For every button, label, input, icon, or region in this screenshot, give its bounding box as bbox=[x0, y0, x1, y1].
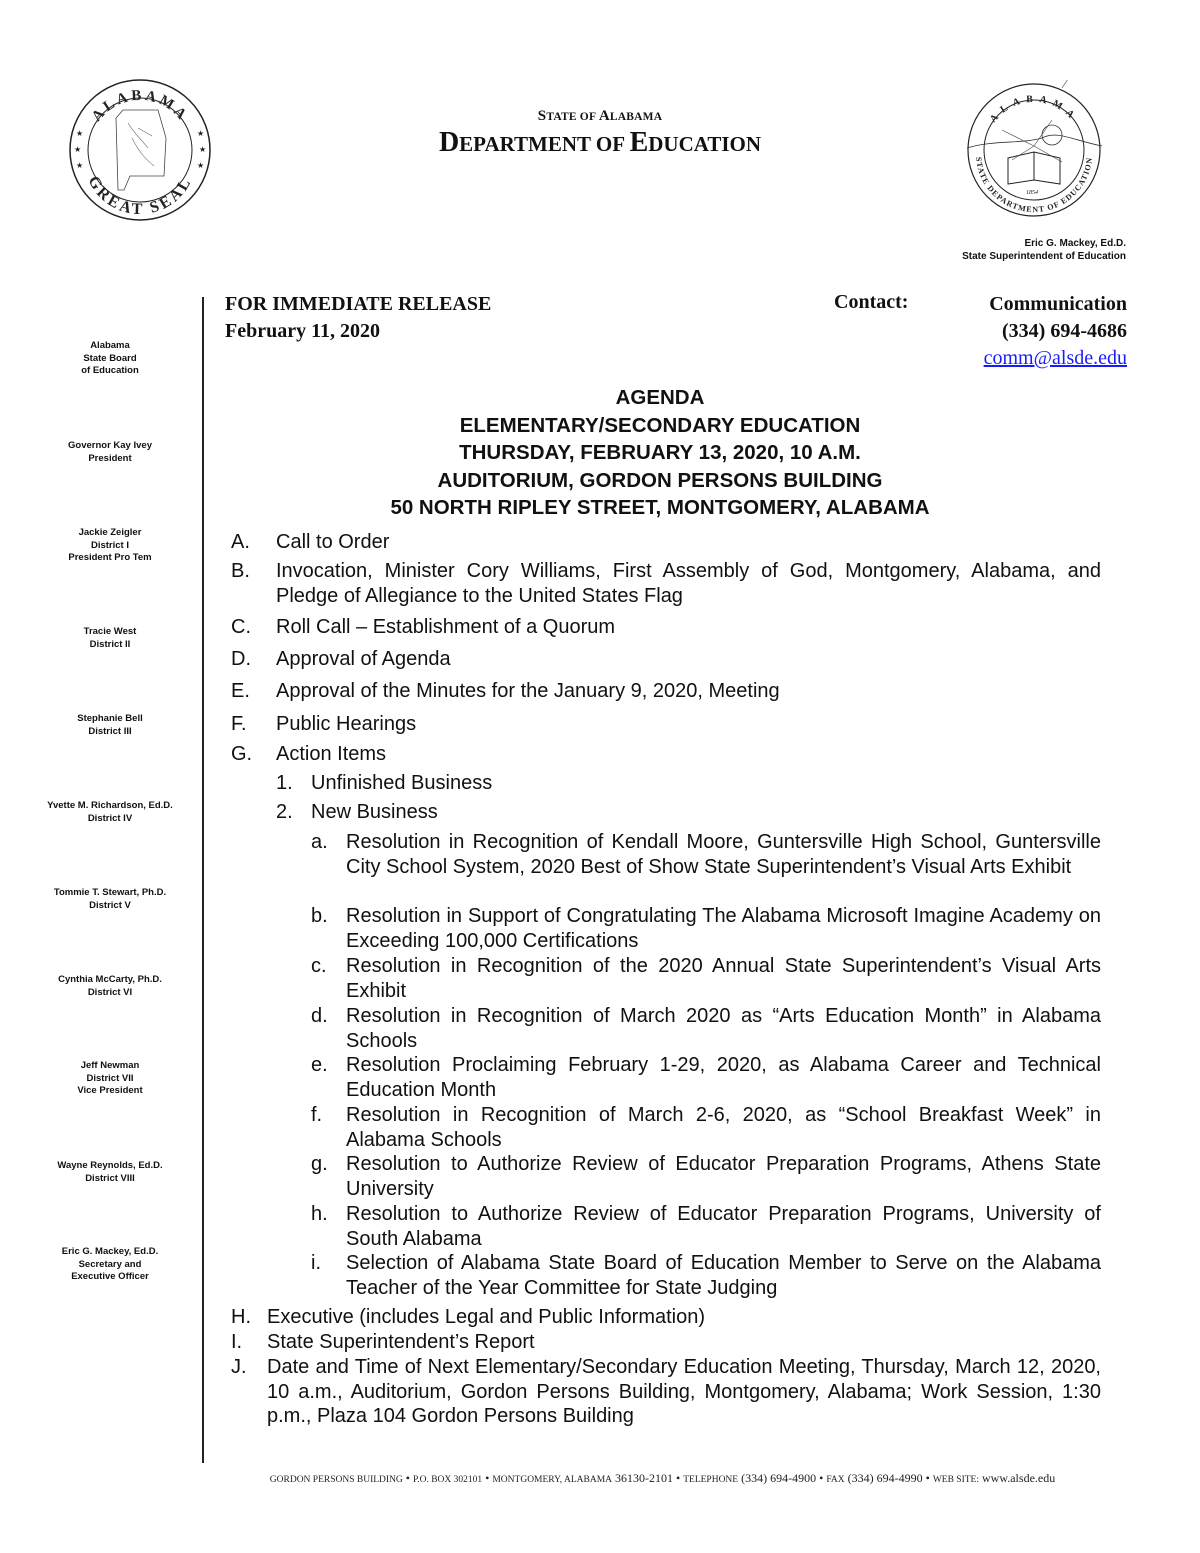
sidebar-board-title: Alabama State Board of Education bbox=[81, 340, 139, 376]
svg-text:★: ★ bbox=[74, 145, 82, 154]
agenda-item: J. Date and Time of Next Elementary/Secondary Education Meeting, Thursday, March 12, 2020, 10 a.m., Auditorium, Gordon Persons Building, Montgomery, Alabama; Work Session, 1:30 p.m., Plaza 104 Gordon Persons Building bbox=[231, 1356, 1101, 1427]
release-label: FOR IMMEDIATE RELEASE bbox=[225, 293, 492, 315]
footer-website-link[interactable]: www.alsde.edu bbox=[982, 1471, 1056, 1485]
new-business-item: i. Selection of Alabama State Board of Education Member to Serve on the Alabama Teacher of the Year Committee for State Judging bbox=[311, 1252, 1101, 1299]
contact-label: Contact: bbox=[834, 291, 909, 313]
contact-name: Communication bbox=[989, 293, 1127, 315]
agenda-item: E. Approval of the Minutes for the January 9, 2020, Meeting bbox=[231, 680, 780, 702]
superintendent-block bbox=[962, 237, 1126, 263]
footer-po-box: P.O. BOX 302101 bbox=[413, 1475, 483, 1485]
letterhead-title bbox=[330, 108, 870, 159]
release-date: February 11, 2020 bbox=[225, 320, 380, 342]
agenda-item: F. Public Hearings bbox=[231, 713, 417, 735]
action-item: 2. New Business bbox=[276, 801, 438, 823]
contact-email-link[interactable]: comm@alsde.edu bbox=[983, 347, 1127, 369]
new-business-item: c. Resolution in Recognition of the 2020 Annual State Superintendent’s Visual Arts Exhibit bbox=[311, 955, 1101, 1002]
board-member: Jeff Newman District VII Vice President bbox=[77, 1060, 143, 1096]
agenda-item: B. Invocation, Minister Cory Williams, First Assembly of God, Montgomery, Alabama, and Pledge of Allegiance to the United States Flag bbox=[231, 560, 1101, 607]
agenda-item: I. State Superintendent’s Report bbox=[231, 1331, 535, 1353]
new-business-item: g. Resolution to Authorize Review of Educator Preparation Programs, Athens State University bbox=[311, 1153, 1101, 1200]
state-of-alabama: STATE OF ALABAMA bbox=[537, 108, 663, 124]
svg-text:ALABAMA: ALABAMA bbox=[987, 93, 1081, 125]
svg-text:ALABAMA: ALABAMA bbox=[88, 87, 192, 125]
footer-building: GORDON PERSONS BUILDING bbox=[269, 1475, 403, 1485]
board-member: Stephanie Bell District III bbox=[77, 713, 143, 737]
footer-telephone-label: TELEPHONE bbox=[683, 1475, 739, 1485]
svg-text:GREAT SEAL: GREAT SEAL bbox=[84, 173, 196, 219]
board-member: Tommie T. Stewart, Ph.D. District V bbox=[53, 887, 167, 911]
agenda-title: AGENDA bbox=[615, 386, 705, 409]
new-business-item: h. Resolution to Authorize Review of Educator Preparation Programs, University of South Alabama bbox=[311, 1203, 1101, 1250]
footer-address: GORDON PERSONS BUILDING • P.O. BOX 302101 • MONTGOMERY, ALABAMA 36130-2101 • TELEPHONE (334) 694-4900 • FAX (334) 694-4990 • WEB SITE: www.alsde.edu bbox=[269, 1471, 1056, 1485]
agenda-item: D. Approval of Agenda bbox=[231, 648, 451, 670]
new-business-item: e. Resolution Proclaiming February 1-29, 2020, as Alabama Career and Technical Education Month bbox=[311, 1054, 1101, 1101]
release-block bbox=[225, 291, 491, 345]
footer-web-label: WEB SITE: bbox=[932, 1475, 980, 1485]
footer-fax-label: FAX bbox=[826, 1475, 845, 1485]
new-business-item: a. Resolution in Recognition of Kendall Moore, Guntersville High School, Guntersville City School System, 2020 Best of Show State Superintendent’s Visual Arts Exhibit bbox=[311, 831, 1101, 878]
svg-text:★: ★ bbox=[197, 129, 205, 138]
board-member: Eric G. Mackey, Ed.D. Secretary and Executive Officer bbox=[61, 1246, 159, 1282]
superintendent-title: State Superintendent of Education bbox=[962, 251, 1126, 262]
svg-text:★: ★ bbox=[197, 161, 205, 170]
department-of-education: DEPARTMENT OF EDUCATION bbox=[438, 127, 762, 158]
svg-text:★: ★ bbox=[199, 145, 207, 154]
agenda-item: G. Action Items bbox=[231, 743, 387, 765]
board-member: Tracie West District II bbox=[83, 626, 137, 650]
footer-telephone: (334) 694-4900 bbox=[741, 1471, 817, 1485]
footer-city: MONTGOMERY, ALABAMA bbox=[492, 1475, 613, 1485]
svg-text:★: ★ bbox=[76, 161, 84, 170]
board-member: Governor Kay Ivey President bbox=[68, 440, 152, 464]
board-member: Yvette M. Richardson, Ed.D. District IV bbox=[47, 800, 173, 824]
alabama-great-seal-icon bbox=[68, 78, 212, 222]
board-member: Wayne Reynolds, Ed.D. District VIII bbox=[57, 1160, 163, 1184]
new-business-item: d. Resolution in Recognition of March 2020 as “Arts Education Month” in Alabama Schools bbox=[311, 1005, 1101, 1052]
footer-zip: 36130-2101 bbox=[615, 1471, 674, 1485]
svg-text:★: ★ bbox=[76, 129, 84, 138]
footer-fax: (334) 694-4990 bbox=[847, 1471, 923, 1485]
new-business-item: f. Resolution in Recognition of March 2-6, 2020, as “School Breakfast Week” in Alabama Schools bbox=[311, 1104, 1101, 1151]
vertical-divider bbox=[202, 297, 204, 1463]
agenda-item: C. Roll Call – Establishment of a Quorum bbox=[231, 616, 616, 638]
agenda-item: H. Executive (includes Legal and Public Information) bbox=[231, 1306, 706, 1328]
agenda-item: A. Call to Order bbox=[231, 531, 390, 553]
contact-phone: (334) 694-4686 bbox=[1002, 320, 1127, 342]
action-item: 1. Unfinished Business bbox=[276, 772, 493, 794]
superintendent-name: Eric G. Mackey, Ed.D. bbox=[1024, 238, 1126, 249]
board-member: Cynthia McCarty, Ph.D. District VI bbox=[58, 974, 162, 998]
svg-text:1854: 1854 bbox=[1026, 190, 1038, 196]
board-member: Jackie Zeigler District I President Pro Tem bbox=[68, 527, 152, 563]
svg-text:STATE DEPARTMENT OF EDUCATION: STATE DEPARTMENT OF EDUCATION bbox=[974, 156, 1094, 215]
contact-block bbox=[984, 291, 1127, 372]
agenda-header: AGENDA ELEMENTARY/SECONDARY EDUCATION THURSDAY, FEBRUARY 13, 2020, 10 A.M. AUDITORIUM, GORDON PERSONS BUILDING 50 NORTH RIPLEY STREET, MONTGOMERY, ALABAMA bbox=[260, 384, 1060, 522]
state-department-of-education-seal-icon bbox=[962, 80, 1106, 220]
new-business-item: b. Resolution in Support of Congratulating The Alabama Microsoft Imagine Academy on Exceeding 100,000 Certifications bbox=[311, 905, 1101, 952]
